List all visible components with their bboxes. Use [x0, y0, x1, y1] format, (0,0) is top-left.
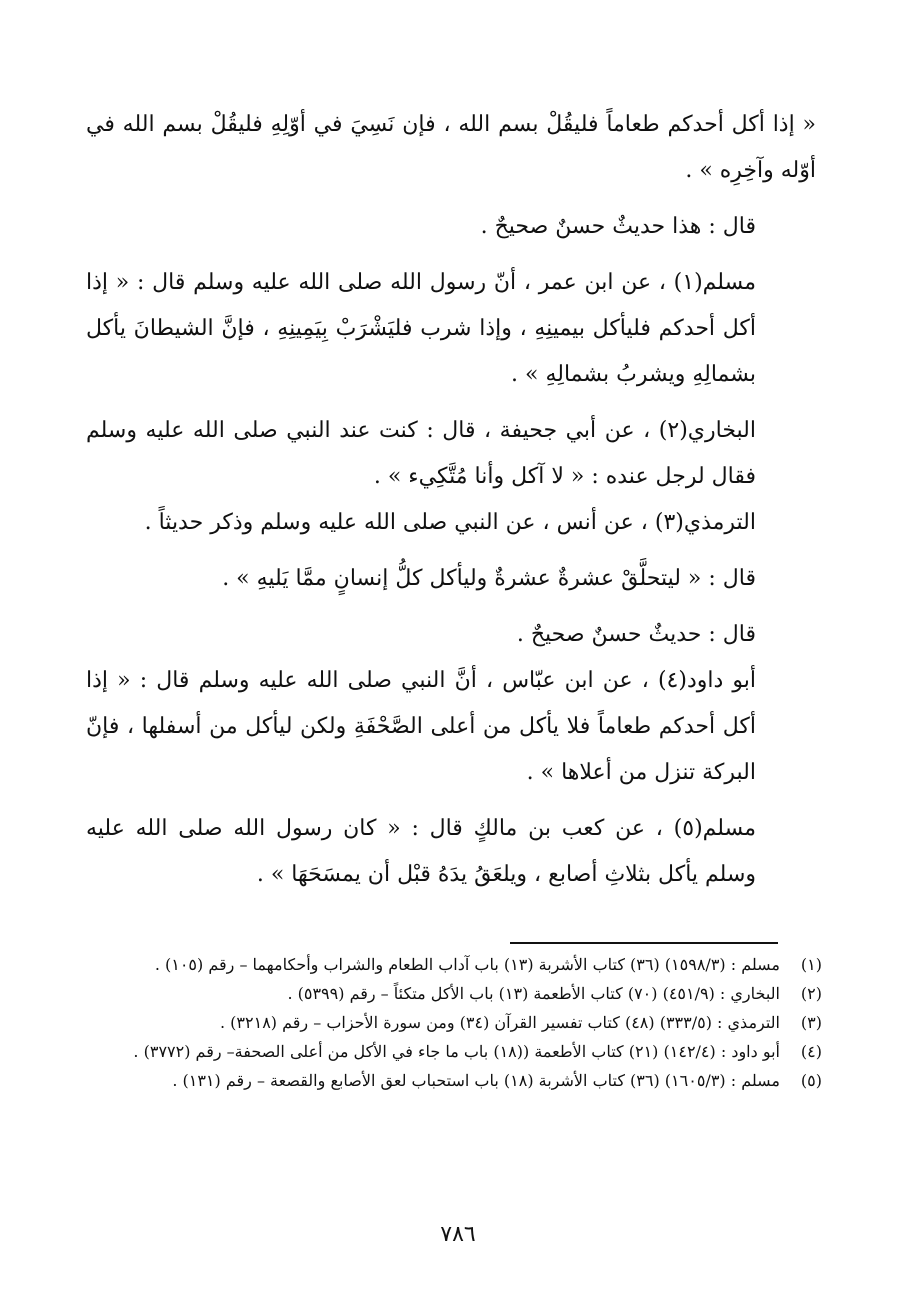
footnote-number: (١)	[800, 955, 822, 974]
footnote-text: أبو داود : (١٤٢/٤) (٢١) كتاب الأطعمة ((١٨) باب ما جاء في الأكل من أعلى الصحفة– رقم (٣٧٧٢) .	[133, 1042, 780, 1061]
paragraph-abu-dawud: أبو داود(٤) ، عن ابن عبّاس ، أنَّ النبي صلى الله عليه وسلم قال : « إذا أكل أحدكم طعاماً فلا يأكل من أعلى الصَّحْفَةِ ولكن ليأكل من أسفلها ، فإنّ البركة تنزل من أعلاها » .	[86, 668, 756, 785]
footnote-item	[92, 1010, 822, 1035]
footnote-number: (٥)	[800, 1071, 822, 1090]
paragraph-grading: قال : هذا حديثٌ حسنٌ صحيحٌ .	[480, 214, 756, 239]
paragraph-muslim-three-fingers: مسلم(٥) ، عن كعب بن مالكٍ قال : « كان رسول الله صلى الله عليه وسلم يأكل بثلاثِ أصابع ، ويلعَقُ يدَهُ قبْل أن يمسَحَهَا » .	[86, 816, 756, 887]
paragraph-bukhari-reclining: البخاري(٢) ، عن أبي جحيفة ، قال : كنت عند النبي صلى الله عليه وسلم فقال لرجل عنده : « لا آكل وأنا مُتَّكِيء » .	[86, 418, 756, 489]
paragraph-hadith-bismillah: « إذا أكل أحدكم طعاماً فليقُلْ بسم الله ، فإن نَسِيَ في أوّلِهِ فليقُلْ بسم الله في أوّله وآخِرِه » .	[86, 112, 816, 183]
footnote-text: الترمذي : (٣٣٣/٥) (٤٨) كتاب تفسير القرآن (٣٤) ومن سورة الأحزاب – رقم (٣٢١٨) .	[220, 1013, 780, 1032]
paragraph-muslim-right-hand: مسلم(١) ، عن ابن عمر ، أنّ رسول الله صلى الله عليه وسلم قال : « إذا أكل أحدكم فليأكل بيمينِهِ ، وإذا شرب فليَشْرَبْ بِيَمِينِهِ ، فإنَّ الشيطانَ يأكل بشمالِهِ ويشربُ بشمالِهِ » .	[86, 270, 756, 387]
footnote-text: مسلم : (١٥٩٨/٣) (٣٦) كتاب الأشربة (١٣) باب آداب الطعام والشراب وأحكامهما – رقم (١٠٥) .	[154, 955, 780, 974]
page-number: ٧٨٦	[440, 1222, 476, 1247]
footnote-item	[92, 952, 822, 977]
footnote-number: (٢)	[800, 984, 822, 1003]
paragraph-tirmidhi-hadith: قال : « ليتحلَّقْ عشرةٌ عشرةٌ وليأكل كلُّ إنسانٍ ممَّا يَليهِ » .	[222, 566, 756, 591]
paragraph-tirmidhi-grading: قال : حديثٌ حسنٌ صحيحٌ .	[516, 622, 756, 647]
footnote-number: (٣)	[800, 1013, 822, 1032]
main-text	[86, 102, 816, 898]
paragraph-tirmidhi-intro: الترمذي(٣) ، عن أنس ، عن النبي صلى الله عليه وسلم وذكر حديثاً .	[144, 510, 756, 535]
footnote-divider	[510, 942, 778, 944]
footnote-text: البخاري : (٤٥١/٩) (٧٠) كتاب الأطعمة (١٣) باب الأكل متكئاً – رقم (٥٣٩٩) .	[287, 984, 780, 1003]
footnote-number: (٤)	[800, 1042, 822, 1061]
footnote-item	[92, 1068, 822, 1093]
footnote-item	[92, 1039, 822, 1064]
footnotes	[92, 952, 822, 1097]
footnote-item	[92, 981, 822, 1006]
footnote-text: مسلم : (١٦٠٥/٣) (٣٦) كتاب الأشربة (١٨) باب استحباب لعق الأصابع والقصعة – رقم (١٣١) .	[172, 1071, 780, 1090]
